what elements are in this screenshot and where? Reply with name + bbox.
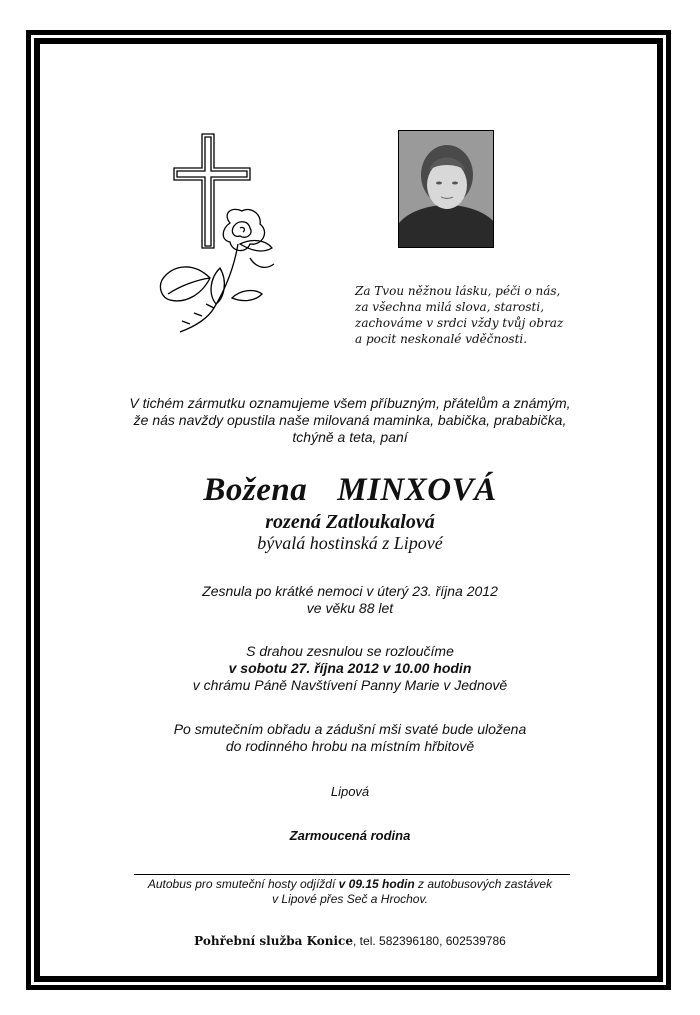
bus-text: Autobus pro smuteční hosty odjíždí bbox=[147, 877, 339, 891]
intro-line: že nás navždy opustila naše milovaná maminka, babička, prababička, bbox=[133, 412, 567, 428]
family-signature: Zarmoucená rodina bbox=[289, 828, 411, 843]
intro-line: tchýně a teta, paní bbox=[292, 429, 408, 445]
verse-line: zachováme v srdci vždy tvůj obraz bbox=[355, 316, 564, 330]
portrait-photo bbox=[398, 130, 494, 248]
cross-rose-icon bbox=[150, 128, 285, 343]
bus-info bbox=[40, 877, 660, 907]
former-occupation: bývalá hostinská z Lipové bbox=[257, 533, 443, 553]
farewell-details bbox=[40, 643, 660, 694]
service-phone: , tel. 582396180, 602539786 bbox=[353, 934, 506, 948]
bus-time: v 09.15 hodin bbox=[338, 877, 415, 891]
farewell-date: v sobotu 27. října 2012 v 10.00 hodin bbox=[228, 660, 472, 676]
verse-line: za všechna milá slova, starosti, bbox=[355, 300, 545, 314]
funeral-service-contact bbox=[40, 934, 660, 948]
death-line: Zesnula po krátké nemoci v úterý 23. října 2012 bbox=[202, 583, 498, 599]
place-name: Lipová bbox=[330, 784, 370, 799]
verse-line: a pocit neskonalé vděčnosti. bbox=[355, 332, 528, 346]
death-details bbox=[40, 583, 660, 617]
bus-line-1 bbox=[40, 877, 660, 892]
verse-line: Za Tvou něžnou lásku, péči o nás, bbox=[355, 284, 561, 298]
last-name: MINXOVÁ bbox=[337, 472, 497, 508]
deceased-name bbox=[40, 472, 660, 509]
service-name: Pohřební služba Konice bbox=[194, 934, 354, 948]
burial-line: Po smutečním obřadu a zádušní mši svaté bude uložena bbox=[173, 721, 527, 737]
farewell-place: v chrámu Páně Navštívení Panny Marie v Jednově bbox=[192, 677, 508, 693]
farewell-line: S drahou zesnulou se rozloučíme bbox=[246, 643, 454, 659]
announcement-intro bbox=[40, 395, 660, 446]
death-line: ve věku 88 let bbox=[306, 600, 394, 616]
memorial-verse bbox=[355, 283, 595, 347]
bus-line-2: v Lipové přes Seč a Hrochov. bbox=[272, 892, 428, 906]
first-name: Božena bbox=[203, 472, 308, 508]
maiden-name: rozená Zatloukalová bbox=[265, 511, 435, 533]
intro-line: V tichém zármutku oznamujeme všem příbuzným, přátelům a známým, bbox=[129, 395, 571, 411]
bus-text: z autobusových zastávek bbox=[414, 877, 553, 891]
burial-details bbox=[40, 721, 660, 755]
burial-line: do rodinného hrobu na místním hřbitově bbox=[225, 738, 475, 754]
divider bbox=[134, 874, 570, 875]
